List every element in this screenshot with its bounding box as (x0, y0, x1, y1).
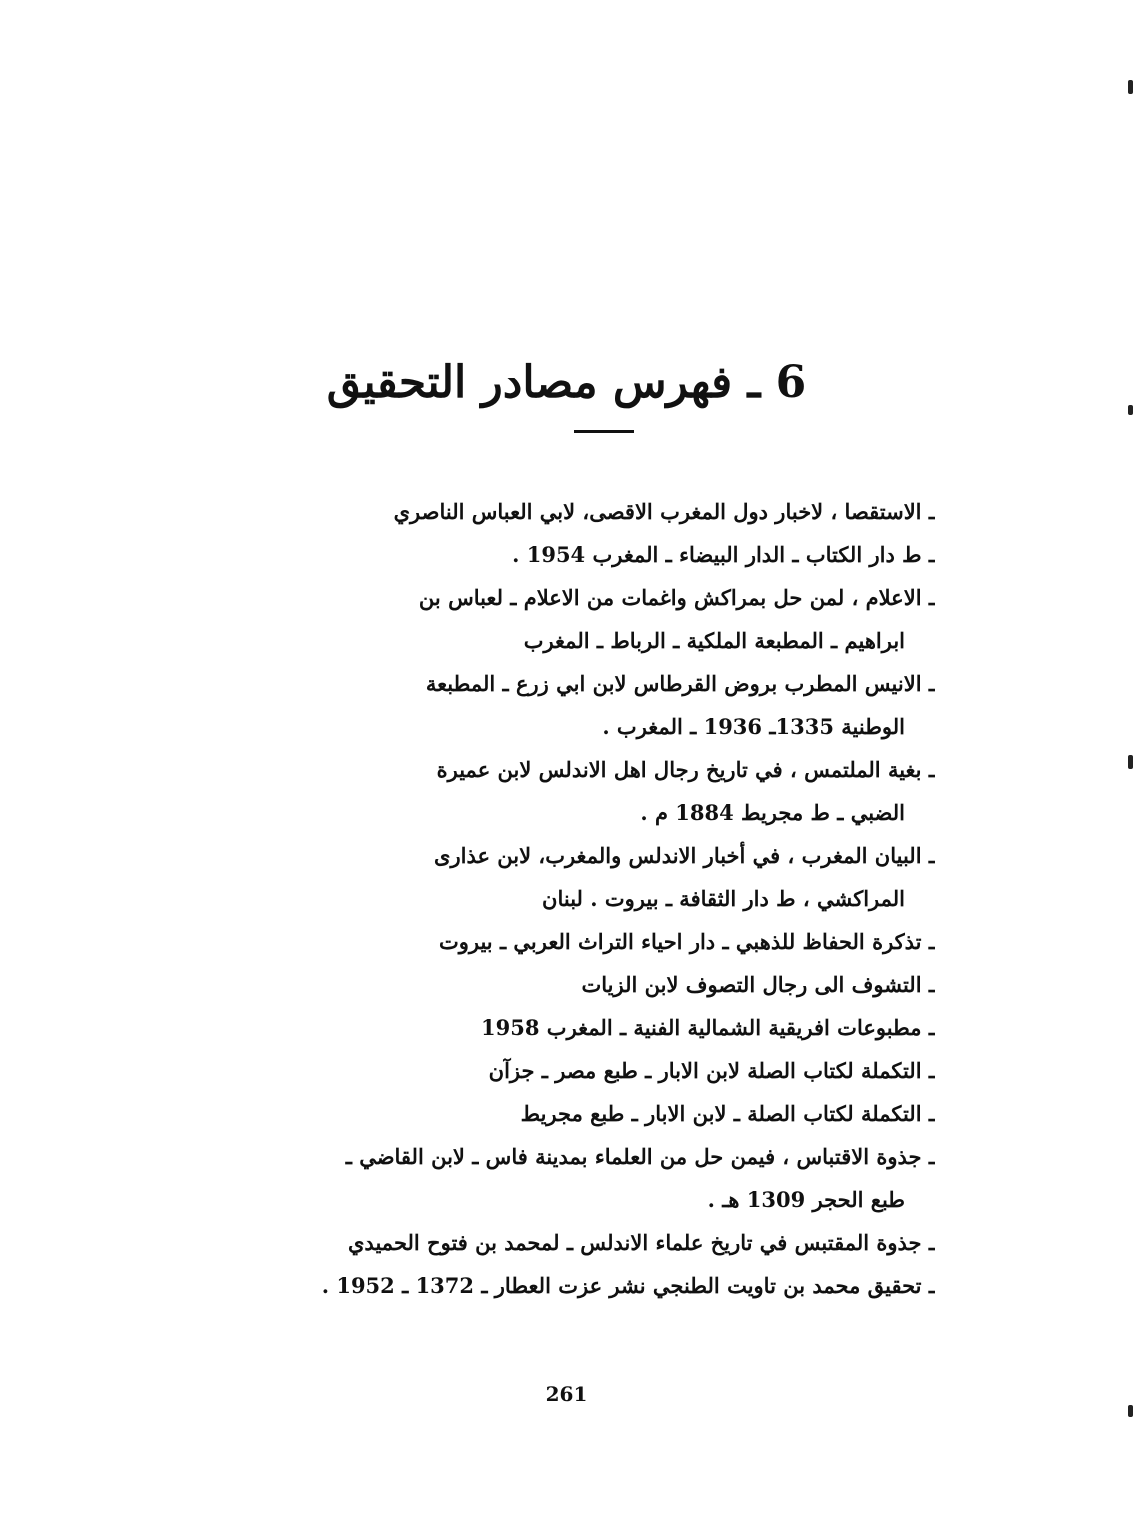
scan-edge-mark (1128, 405, 1133, 415)
source-entry (270, 834, 935, 920)
source-line: ـ ط دار الكتاب ـ الدار البيضاء ـ المغرب 1954 . (512, 542, 935, 567)
source-line-continued: الوطنية 1335ـ 1936 ـ المغرب . (602, 714, 905, 739)
scan-edge-mark (1128, 80, 1133, 94)
page-number: 261 (545, 1382, 588, 1406)
source-line: ـ الانيس المطرب بروض القرطاس لابن ابي زرع ـ المطبعة (425, 671, 935, 696)
source-entry (270, 963, 935, 1006)
source-line: ـ تحقيق محمد بن تاويت الطنجي نشر عزت العطار ـ 1372 ـ 1952 . (321, 1273, 935, 1298)
source-line: ـ التشوف الى رجال التصوف لابن الزيات (581, 972, 935, 997)
source-line: ـ البيان المغرب ، في أخبار الاندلس والمغرب، لابن عذارى (434, 843, 935, 868)
source-line: ـ جذوة المقتبس في تاريخ علماء الاندلس ـ لمحمد بن فتوح الحميدي (348, 1230, 935, 1255)
source-line-continued: الضبي ـ ط مجريط 1884 م . (640, 800, 905, 825)
source-entry (270, 1135, 935, 1221)
sources-list (270, 490, 935, 1307)
source-line: ـ التكملة لكتاب الصلة لابن الابار ـ طبع مصر ـ جزآن (488, 1058, 935, 1083)
source-entry (270, 748, 935, 834)
source-entry (270, 920, 935, 963)
source-line: ـ بغية الملتمس ، في تاريخ رجال اهل الاندلس لابن عميرة (436, 757, 935, 782)
source-line: ـ الاستقصا ، لاخبار دول المغرب الاقصى، لابي العباس الناصري (393, 499, 935, 524)
source-line: ـ تذكرة الحفاظ للذهبي ـ دار احياء التراث العربي ـ بيروت (438, 929, 935, 954)
scan-edge-mark (1128, 755, 1133, 769)
title-underline (574, 430, 634, 433)
source-line-continued: ابراهيم ـ المطبعة الملكية ـ الرباط ـ المغرب (523, 628, 905, 653)
chapter-title: 6 ـ فهرس مصادر التحقيق (326, 357, 807, 408)
source-entry (270, 1221, 935, 1307)
source-entry (270, 490, 935, 576)
source-line-continued: طبع الحجر 1309 هـ . (707, 1187, 905, 1212)
source-entry (270, 576, 935, 662)
source-line: ـ الاعلام ، لمن حل بمراكش واغمات من الاعلام ـ لعباس بن (418, 585, 935, 610)
source-line: ـ جذوة الاقتباس ، فيمن حل من العلماء بمدينة فاس ـ لابن القاضي ـ (345, 1144, 935, 1169)
scan-edge-mark (1128, 1405, 1133, 1417)
source-line: ـ التكملة لكتاب الصلة ـ لابن الابار ـ طبع مجريط (520, 1101, 935, 1126)
source-entry (270, 1049, 935, 1092)
source-entry (270, 1092, 935, 1135)
source-line-continued: المراكشي ، ط دار الثقافة ـ بيروت . لبنان (542, 886, 905, 911)
source-entry (270, 662, 935, 748)
source-line: ـ مطبوعات افريقية الشمالية الفنية ـ المغرب 1958 (481, 1015, 935, 1040)
source-entry (270, 1006, 935, 1049)
